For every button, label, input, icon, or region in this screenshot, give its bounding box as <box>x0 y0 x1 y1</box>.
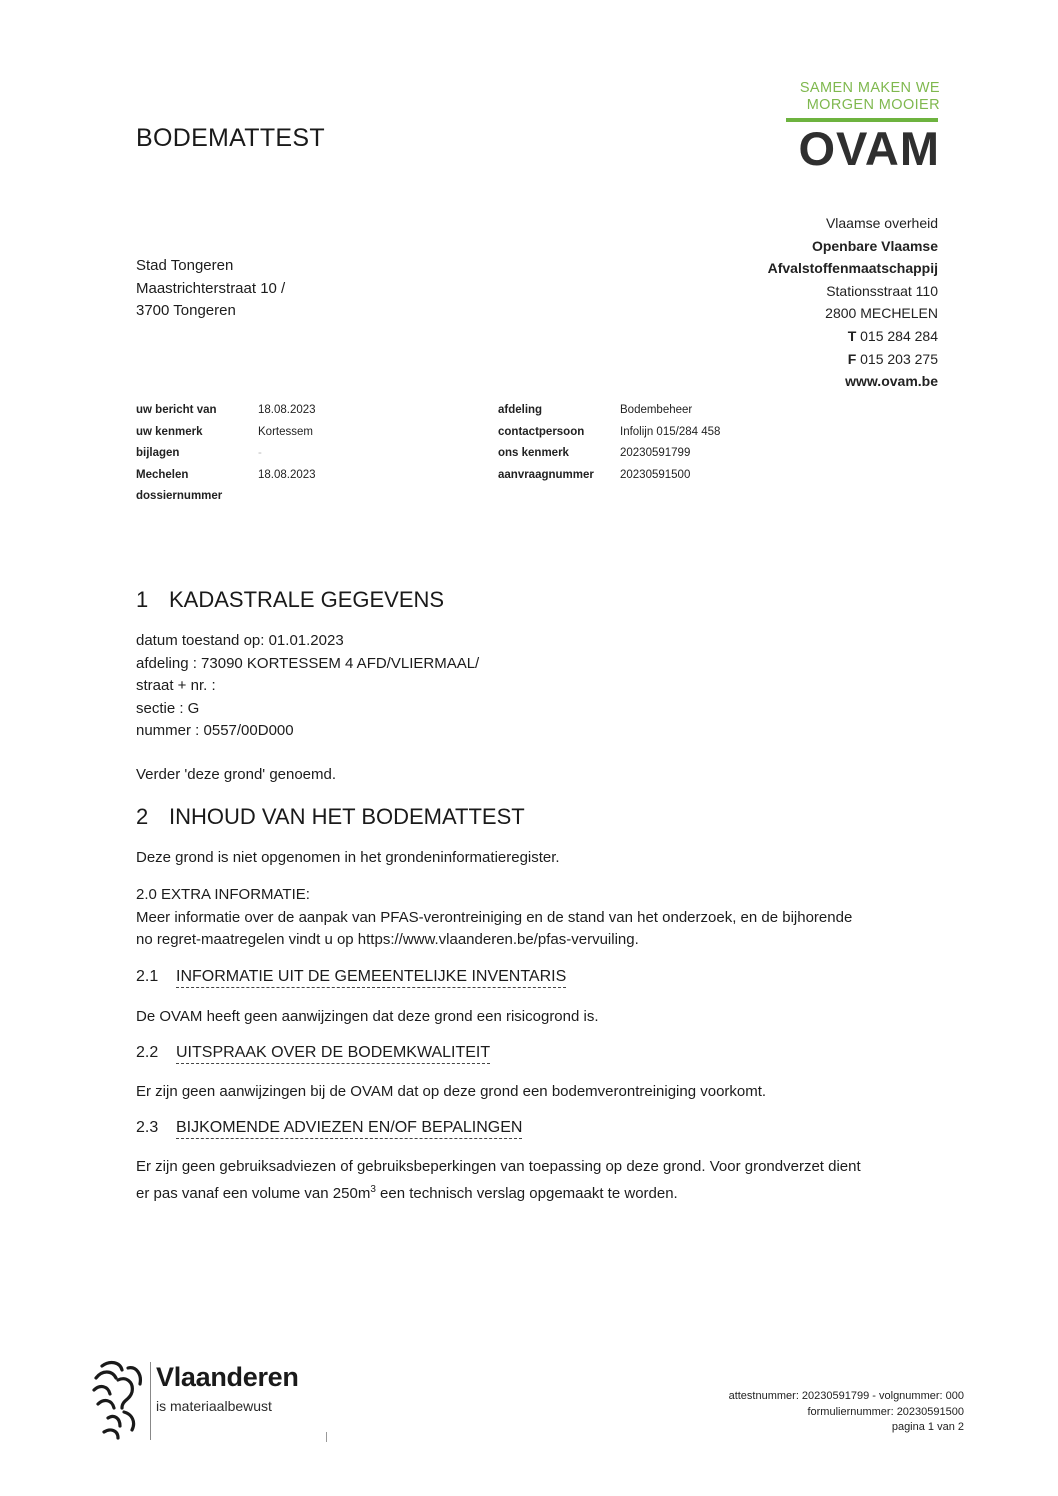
section-title: KADASTRALE GEGEVENS <box>169 587 445 612</box>
logo-slogan-line-1: SAMEN MAKEN WE <box>799 80 940 96</box>
meta-right-values <box>620 400 720 486</box>
section-1-heading <box>136 587 444 613</box>
subsection-2-3-text <box>136 1156 861 1205</box>
subsection-number: 2.2 <box>136 1044 159 1061</box>
meta-label: afdeling <box>498 404 543 416</box>
meta-value: Kortessem <box>258 425 313 438</box>
meta-value: 20230591500 <box>620 468 691 481</box>
document-title: BODEMATTEST <box>136 124 325 152</box>
cadastral-line: sectie : G <box>136 699 200 717</box>
fax-label: F <box>847 350 857 367</box>
flemish-lion-icon <box>88 1356 150 1442</box>
vlaanderen-tagline: is materiaalbewust <box>156 1398 272 1414</box>
meta-value: - <box>258 447 262 459</box>
advice-line <box>136 1179 861 1206</box>
meta-value: Bodembeheer <box>620 404 693 416</box>
phone-label: T <box>847 327 857 344</box>
ovam-logo <box>786 80 940 174</box>
section-number: 1 <box>136 587 149 612</box>
org-website[interactable]: www.ovam.be <box>845 373 938 390</box>
org-city: 2800 MECHELEN <box>825 305 938 322</box>
recipient-street: Maastrichterstraat 10 / <box>136 279 286 297</box>
subsection-title: BIJKOMENDE ADVIEZEN EN/OF BEPALINGEN <box>176 1119 522 1139</box>
org-fax <box>768 348 938 371</box>
cubic-superscript: 3 <box>370 1183 376 1195</box>
footer-tick <box>326 1432 327 1442</box>
cadastral-line: datum toestand op: 01.01.2023 <box>136 632 344 649</box>
meta-label: dossiernummer <box>136 490 223 502</box>
advice-line: Er zijn geen gebruiksadviezen of gebruiksbeperkingen van toepassing op deze grond. Voor grondverzet dient <box>136 1158 861 1175</box>
meta-left-labels <box>136 400 222 508</box>
org-street: Stationsstraat 110 <box>826 282 938 299</box>
advice-text: er pas vanaf een volume van 250m <box>136 1184 371 1202</box>
meta-label: contactpersoon <box>498 425 585 438</box>
extra-info-line: Meer informatie over de aanpak van PFAS-verontreiniging en de stand van het onderzoek, en de bijhorende <box>136 908 853 926</box>
footer-page-number: pagina 1 van 2 <box>891 1421 964 1433</box>
meta-value <box>258 486 316 508</box>
meta-label: uw bericht van <box>136 404 217 416</box>
extra-info-title: 2.0 EXTRA INFORMATIE: <box>136 886 310 903</box>
recipient-city: 3700 Tongeren <box>136 302 236 319</box>
cadastral-line: nummer : 0557/00D000 <box>136 722 294 739</box>
subsection-number: 2.3 <box>136 1119 159 1136</box>
cadastral-line: afdeling : 73090 KORTESSEM 4 AFD/VLIERMAAL/ <box>136 654 480 672</box>
org-line-3: Afvalstoffenmaatschappij <box>767 260 938 277</box>
subsection-title: INFORMATIE UIT DE GEMEENTELIJKE INVENTARIS <box>176 968 566 988</box>
meta-value: 18.08.2023 <box>258 404 316 416</box>
subsection-2-3-heading <box>136 1119 522 1137</box>
fax-number: 015 203 275 <box>860 350 938 367</box>
logo-slogan-line-2: MORGEN MOOIER <box>806 97 940 113</box>
subsection-number: 2.1 <box>136 968 159 985</box>
extra-info-line: no regret-maatregelen vindt u op https://www.vlaanderen.be/pfas-vervuiling. <box>136 931 639 948</box>
logo-wordmark: OVAM <box>798 122 940 175</box>
meta-label: aanvraagnummer <box>498 468 594 481</box>
subsection-title: UITSPRAAK OVER DE BODEMKWALITEIT <box>176 1044 490 1064</box>
cadastral-note: Verder 'deze grond' genoemd. <box>136 766 337 783</box>
vlaanderen-brand: Vlaanderen <box>156 1362 299 1392</box>
cadastral-line: straat + nr. : <box>136 677 216 694</box>
footer-reference <box>729 1389 964 1436</box>
phone-number: 015 284 284 <box>860 327 938 344</box>
meta-left-values <box>258 400 316 508</box>
recipient-address-block <box>136 255 285 323</box>
org-phone <box>768 325 938 348</box>
section-number: 2 <box>136 804 149 829</box>
advice-text: een technisch verslag opgemaakt te worden. <box>375 1184 678 1202</box>
cadastral-data <box>136 630 479 743</box>
meta-value: 20230591799 <box>620 447 691 459</box>
meta-value: 18.08.2023 <box>258 468 316 481</box>
subsection-2-2-heading <box>136 1044 490 1062</box>
subsection-2-1-heading <box>136 968 566 986</box>
org-line-2: Openbare Vlaamse <box>811 237 938 254</box>
footer-attest-number: attestnummer: 20230591799 - volgnummer: 000 <box>728 1390 964 1402</box>
subsection-2-1-text: De OVAM heeft geen aanwijzingen dat deze grond een risicogrond is. <box>136 1008 599 1025</box>
meta-label: uw kenmerk <box>136 425 203 438</box>
section-2-intro: Deze grond is niet opgenomen in het grondeninformatieregister. <box>136 849 560 866</box>
org-line-1: Vlaamse overheid <box>825 215 938 231</box>
subsection-2-2-text: Er zijn geen aanwijzingen bij de OVAM dat op deze grond een bodemverontreiniging voorkomt. <box>136 1083 767 1100</box>
meta-label: Mechelen <box>136 468 189 481</box>
meta-label: ons kenmerk <box>498 447 569 459</box>
recipient-name: Stad Tongeren <box>136 257 234 274</box>
meta-right-labels <box>498 400 594 486</box>
meta-label: bijlagen <box>136 447 180 459</box>
footer-form-number: formuliernummer: 20230591500 <box>807 1405 964 1418</box>
footer-divider <box>150 1362 151 1440</box>
section-title: INHOUD VAN HET BODEMATTEST <box>169 804 525 829</box>
meta-value: Infolijn 015/284 458 <box>620 425 721 438</box>
extra-info-block <box>136 884 852 952</box>
sender-address-block <box>768 212 938 393</box>
section-2-heading <box>136 804 525 830</box>
